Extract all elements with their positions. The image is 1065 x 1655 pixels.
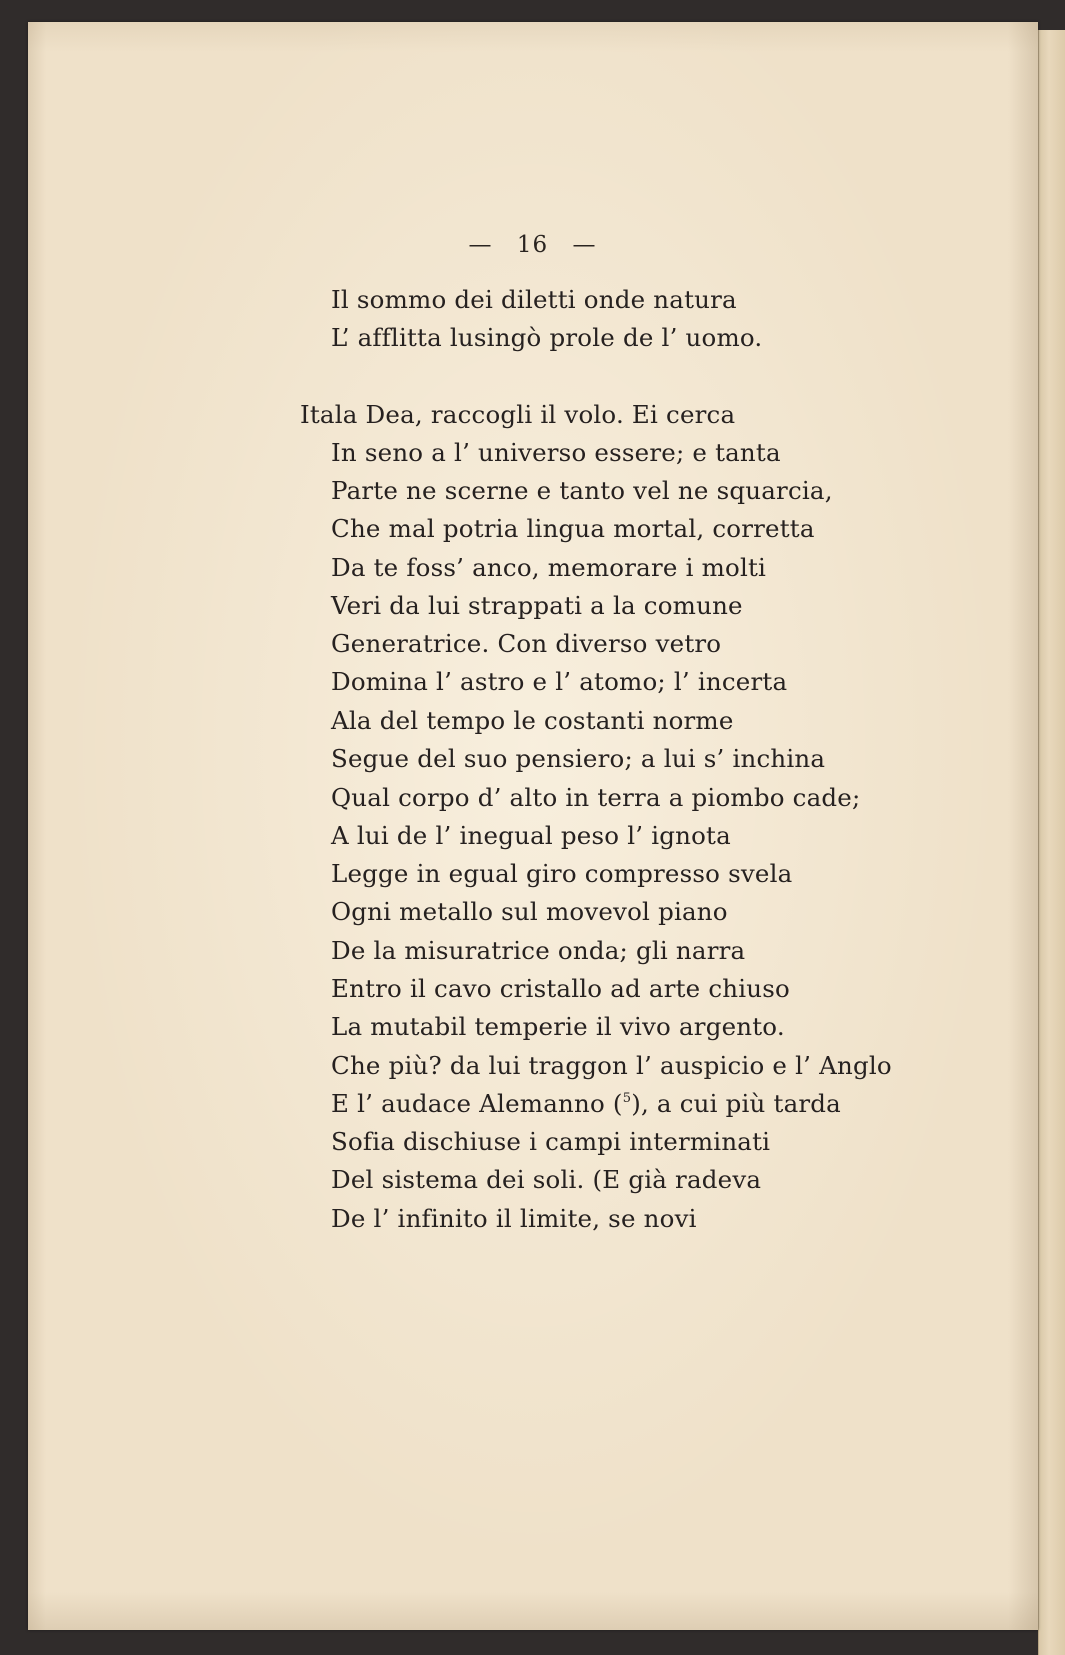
poem-line: Il sommo dei diletti onde natura — [331, 285, 737, 314]
poem-line: Generatrice. Con diverso vetro — [331, 629, 722, 658]
poem-line: De la misuratrice onda; gli narra — [331, 936, 746, 965]
poem-line: Ala del tempo le costanti norme — [331, 706, 734, 735]
poem-line: A lui de l’ inegual peso l’ ignota — [331, 821, 731, 850]
poem-line-text: E l’ audace Alemanno ( — [331, 1089, 623, 1118]
poem-line: Domina l’ astro e l’ atomo; l’ incerta — [331, 667, 788, 696]
poem-line: Entro il cavo cristallo ad arte chiuso — [331, 974, 790, 1003]
poem-line: Legge in egual giro compresso svela — [331, 859, 793, 888]
footnote-reference: 5 — [622, 1091, 632, 1106]
header-dash-left: — — [468, 232, 493, 258]
poem-line: Veri da lui strappati a la comune — [331, 591, 743, 620]
poem-line-stanza-start: Itala Dea, raccogli il volo. Ei cerca — [300, 400, 736, 429]
poem-line: Sofia dischiuse i campi interminati — [331, 1127, 771, 1156]
poem-line: Qual corpo d’ alto in terra a piombo cade; — [331, 783, 861, 812]
poem-line: Parte ne scerne e tanto vel ne squarcia, — [331, 476, 833, 505]
poem-line: Che più? da lui traggon l’ auspicio e l’ Anglo — [331, 1051, 892, 1080]
poem-line: L’ afflitta lusingò prole de l’ uomo. — [331, 323, 763, 352]
poem-line: Del sistema dei soli. (E già radeva — [331, 1165, 762, 1194]
header-dash-right: — — [572, 232, 597, 258]
poem-line: La mutabil temperie il vivo argento. — [331, 1012, 785, 1041]
poem-line: Da te foss’ anco, memorare i molti — [331, 553, 767, 582]
poem-line: In seno a l’ universo essere; e tanta — [331, 438, 781, 467]
poem-line: Segue del suo pensiero; a lui s’ inchina — [331, 744, 826, 773]
poem-line: De l’ infinito il limite, se novi — [331, 1204, 697, 1233]
poem-line: Ogni metallo sul movevol piano — [331, 897, 728, 926]
page-number: 16 — [516, 232, 549, 258]
poem-line-text: ), a cui più tarda — [631, 1089, 841, 1118]
poem-line: Che mal potria lingua mortal, corretta — [331, 514, 815, 543]
poem-line — [331, 1089, 841, 1118]
